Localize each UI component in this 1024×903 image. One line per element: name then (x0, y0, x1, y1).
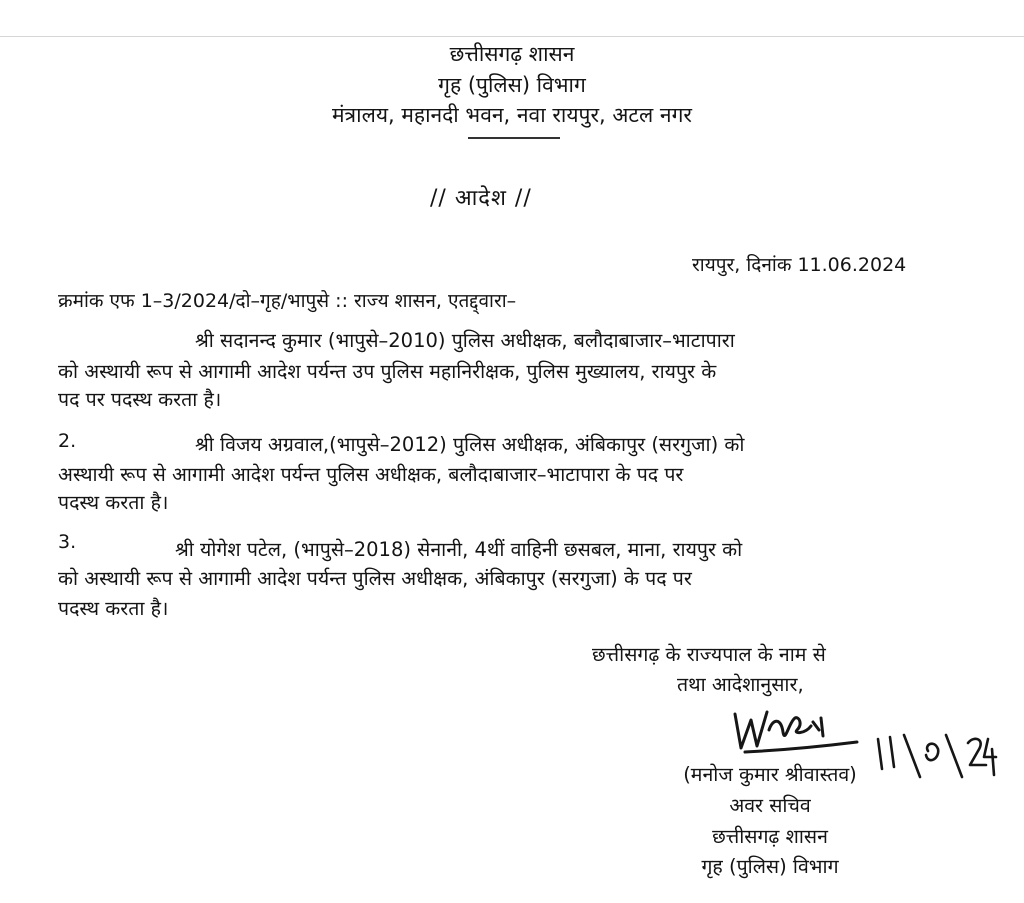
paragraph-line: को अस्थायी रूप से आगामी आदेश पर्यन्त पुलिस अधीक्षक, अंबिकापुर (सरगुजा) के पद पर (58, 567, 692, 590)
header-divider (468, 137, 560, 139)
paragraph-line: पदस्थ करता है। (58, 491, 169, 514)
paragraph-line: अस्थायी रूप से आगामी आदेश पर्यन्त पुलिस अधीक्षक, बलौदाबाजार–भाटापारा के पद पर (58, 463, 684, 486)
header-address: मंत्रालय, महानदी भवन, नवा रायपुर, अटल नगर (332, 103, 692, 127)
paragraph-line: श्री विजय अग्रवाल,(भापुसे–2012) पुलिस अधीक्षक, अंबिकापुर (सरगुजा) को (195, 433, 745, 456)
reference-number: क्रमांक एफ 1–3/2024/दो–गृह/भापुसे :: राज्य शासन, एतद्द्वारा– (58, 290, 517, 312)
signatory-department: गृह (पुलिस) विभाग (701, 855, 839, 878)
signatory-office: छत्तीसगढ़ शासन (712, 825, 828, 848)
signatory-name: (मनोज कुमार श्रीवास्तव) (683, 763, 857, 786)
paragraph-line: को अस्थायी रूप से आगामी आदेश पर्यन्त उप पुलिस महानिरीक्षक, पुलिस मुख्यालय, रायपुर के (58, 360, 717, 383)
paragraph-line: पदस्थ करता है। (58, 597, 169, 620)
handwritten-signature (725, 700, 865, 760)
paragraph-number: 2. (58, 430, 77, 452)
header-department: गृह (पुलिस) विभाग (438, 73, 586, 97)
header-government: छत्तीसगढ़ शासन (449, 42, 575, 66)
order-title: // आदेश // (430, 186, 532, 211)
paragraph-number: 3. (58, 531, 77, 553)
page-top-border (0, 36, 1024, 37)
closing-line-1: छत्तीसगढ़ के राज्यपाल के नाम से (592, 643, 826, 666)
order-date: रायपुर, दिनांक 11.06.2024 (692, 254, 907, 276)
paragraph-line: श्री सदानन्द कुमार (भापुसे–2010) पुलिस अधीक्षक, बलौदाबाजार–भाटापारा (195, 329, 735, 352)
paragraph-line: श्री योगेश पटेल, (भापुसे–2018) सेनानी, 4थीं वाहिनी छसबल, माना, रायपुर को (175, 538, 743, 561)
signatory-designation: अवर सचिव (729, 794, 811, 817)
closing-line-2: तथा आदेशानुसार, (677, 673, 804, 696)
paragraph-line: पद पर पदस्थ करता है। (58, 388, 222, 411)
